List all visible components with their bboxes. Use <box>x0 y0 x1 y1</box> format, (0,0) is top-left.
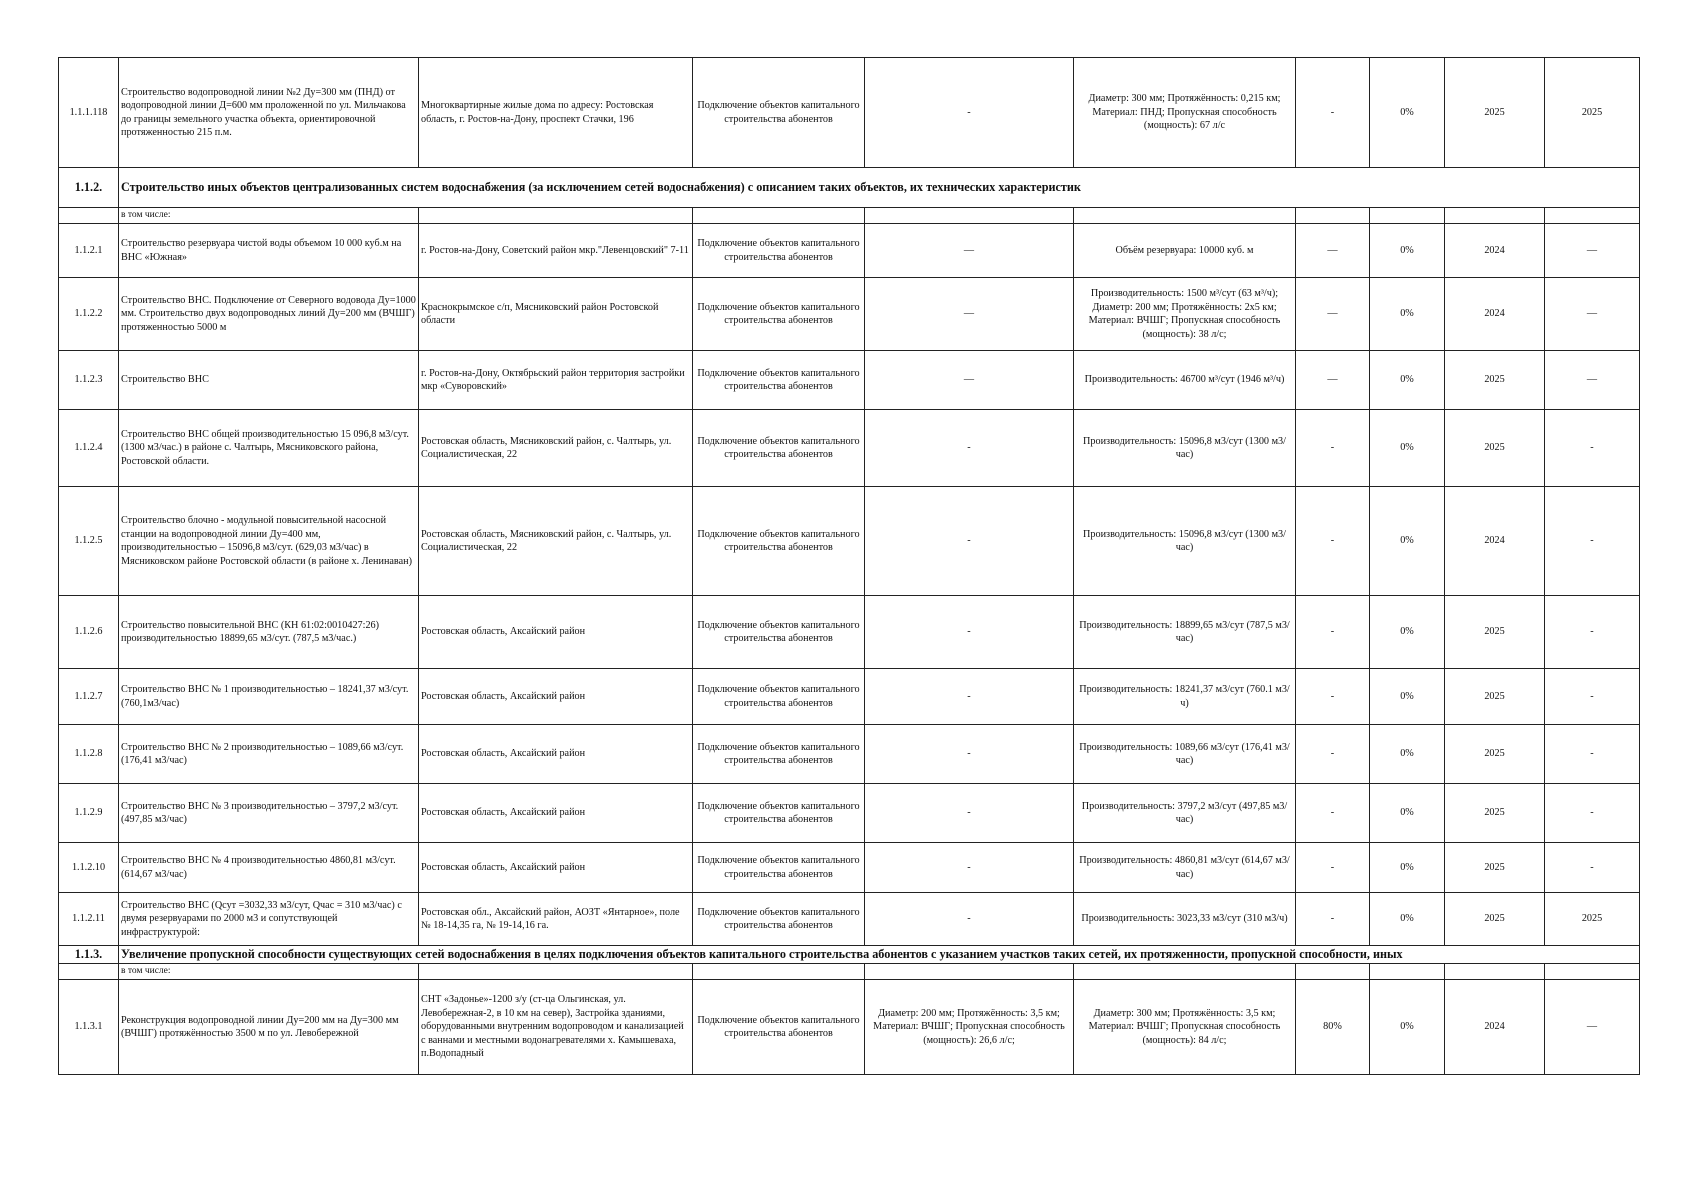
empty-cell <box>1445 208 1545 224</box>
row-loss: 0% <box>1370 893 1445 946</box>
row-project-name: Строительство ВНС № 3 производительностью – 3797,2 м3/сут. (497,85 м3/час) <box>119 784 419 843</box>
row-start-year: 2025 <box>1445 669 1545 725</box>
row-start-year: 2024 <box>1445 980 1545 1075</box>
row-start-year: 2025 <box>1445 596 1545 669</box>
row-project-name: Реконструкция водопроводной линии Ду=200 мм на Ду=300 мм (ВЧШГ) протяжённостью 3500 м по ул. Левобережной <box>119 980 419 1075</box>
empty-cell <box>865 964 1074 980</box>
row-start-year: 2025 <box>1445 410 1545 487</box>
row-specs-after: Диаметр: 300 мм; Протяжённость: 3,5 км; Материал: ВЧШГ; Пропускная способность (мощность): 84 л/с; <box>1074 980 1296 1075</box>
row-specs-after: Производительность: 3023,33 м3/сут (310 м3/ч) <box>1074 893 1296 946</box>
table-row <box>59 58 1640 168</box>
section-number: 1.1.2. <box>59 168 119 208</box>
table-row <box>59 784 1640 843</box>
empty-cell <box>1296 964 1370 980</box>
row-wear: - <box>1296 843 1370 893</box>
table-row <box>59 669 1640 725</box>
row-location: Ростовская обл., Аксайский район, АОЗТ «Янтарное», поле № 18-14,35 га, № 19-14,16 га. <box>419 893 693 946</box>
row-start-year: 2025 <box>1445 893 1545 946</box>
table-row <box>59 278 1640 351</box>
row-end-year: - <box>1545 784 1640 843</box>
row-location: Ростовская область, Мясниковский район, с. Чалтырь, ул. Социалистическая, 22 <box>419 410 693 487</box>
row-project-name: Строительство повысительной ВНС (КН 61:02:0010427:26) производительностью 18899,65 м3/сут. (787,5 м3/час.) <box>119 596 419 669</box>
row-specs-after: Производительность: 3797,2 м3/сут (497,85 м3/час) <box>1074 784 1296 843</box>
row-specs-before: - <box>865 487 1074 596</box>
row-wear: - <box>1296 487 1370 596</box>
row-loss: 0% <box>1370 224 1445 278</box>
row-end-year: - <box>1545 596 1640 669</box>
row-end-year: — <box>1545 351 1640 410</box>
empty-cell <box>1545 208 1640 224</box>
row-project-name: Строительство ВНС № 2 производительностью – 1089,66 м3/сут. (176,41 м3/час) <box>119 725 419 784</box>
row-number: 1.1.2.8 <box>59 725 119 784</box>
row-location: г. Ростов-на-Дону, Октябрьский район территория застройки мкр «Суворовский» <box>419 351 693 410</box>
row-loss: 0% <box>1370 487 1445 596</box>
row-start-year: 2024 <box>1445 224 1545 278</box>
row-wear: - <box>1296 596 1370 669</box>
row-start-year: 2024 <box>1445 487 1545 596</box>
row-specs-before: - <box>865 410 1074 487</box>
row-number: 1.1.2.6 <box>59 596 119 669</box>
row-wear: — <box>1296 224 1370 278</box>
row-purpose: Подключение объектов капитального строительства абонентов <box>693 278 865 351</box>
empty-cell <box>59 208 119 224</box>
row-specs-before: - <box>865 843 1074 893</box>
row-end-year: - <box>1545 725 1640 784</box>
row-specs-before: - <box>865 669 1074 725</box>
row-number: 1.1.2.10 <box>59 843 119 893</box>
row-specs-after: Диаметр: 300 мм; Протяжённость: 0,215 км; Материал: ПНД; Пропускная способность (мощность): 67 л/с <box>1074 58 1296 168</box>
investment-program-table <box>58 57 1640 1075</box>
row-purpose: Подключение объектов капитального строительства абонентов <box>693 58 865 168</box>
row-start-year: 2025 <box>1445 58 1545 168</box>
row-specs-after: Производительность: 1500 м³/сут (63 м³/ч); Диаметр: 200 мм; Протяжённость: 2х5 км; Материал: ВЧШГ; Пропускная способность (мощность): 38 л/с; <box>1074 278 1296 351</box>
row-specs-after: Производительность: 18241,37 м3/сут (760.1 м3/ч) <box>1074 669 1296 725</box>
row-wear: - <box>1296 725 1370 784</box>
empty-cell <box>419 964 693 980</box>
row-number: 1.1.2.2 <box>59 278 119 351</box>
row-project-name: Строительство ВНС общей производительностью 15 096,8 м3/сут. (1300 м3/час.) в районе с. Чалтырь, Мясниковского района, Ростовской области. <box>119 410 419 487</box>
empty-cell <box>419 208 693 224</box>
row-purpose: Подключение объектов капитального строительства абонентов <box>693 351 865 410</box>
row-purpose: Подключение объектов капитального строительства абонентов <box>693 725 865 784</box>
row-number: 1.1.3.1 <box>59 980 119 1075</box>
subheading-row <box>59 964 1640 980</box>
row-number: 1.1.2.1 <box>59 224 119 278</box>
row-purpose: Подключение объектов капитального строительства абонентов <box>693 596 865 669</box>
section-title: Строительство иных объектов централизованных систем водоснабжения (за исключением сетей водоснабжения) с описанием таких объектов, их технических характеристик <box>119 168 1640 208</box>
row-specs-before: Диаметр: 200 мм; Протяжённость: 3,5 км; Материал: ВЧШГ; Пропускная способность (мощность): 26,6 л/с; <box>865 980 1074 1075</box>
row-purpose: Подключение объектов капитального строительства абонентов <box>693 410 865 487</box>
row-end-year: - <box>1545 843 1640 893</box>
row-loss: 0% <box>1370 351 1445 410</box>
table-row <box>59 893 1640 946</box>
row-specs-before: - <box>865 725 1074 784</box>
empty-cell <box>865 208 1074 224</box>
row-end-year: 2025 <box>1545 893 1640 946</box>
row-location: Ростовская область, Аксайский район <box>419 669 693 725</box>
row-specs-after: Производительность: 18899,65 м3/сут (787,5 м3/час) <box>1074 596 1296 669</box>
row-specs-after: Производительность: 15096,8 м3/сут (1300 м3/час) <box>1074 410 1296 487</box>
row-loss: 0% <box>1370 725 1445 784</box>
row-purpose: Подключение объектов капитального строительства абонентов <box>693 784 865 843</box>
row-purpose: Подключение объектов капитального строительства абонентов <box>693 487 865 596</box>
table-row <box>59 843 1640 893</box>
row-project-name: Строительство ВНС. Подключение от Северного водовода Ду=1000 мм. Строительство двух водопроводных линий Ду=200 мм (ВЧШГ) протяженностью 5000 м <box>119 278 419 351</box>
row-project-name: Строительство ВНС <box>119 351 419 410</box>
section-number: 1.1.3. <box>59 946 119 964</box>
row-wear: - <box>1296 669 1370 725</box>
section-title: Увеличение пропускной способности существующих сетей водоснабжения в целях подключения объектов капитального строительства абонентов с указанием участков таких сетей, их протяженности, пропускной способности, иных <box>119 946 1640 964</box>
row-number: 1.1.2.3 <box>59 351 119 410</box>
empty-cell <box>1445 964 1545 980</box>
table-row <box>59 980 1640 1075</box>
row-loss: 0% <box>1370 58 1445 168</box>
row-loss: 0% <box>1370 410 1445 487</box>
row-wear: - <box>1296 58 1370 168</box>
row-purpose: Подключение объектов капитального строительства абонентов <box>693 843 865 893</box>
row-specs-before: - <box>865 596 1074 669</box>
row-location: СНТ «Задонье»-1200 з/у (ст-ца Ольгинская, ул. Левобережная-2, в 10 км на север), Застройка зданиями, оборудованными внутренним водопроводом и канализацией с ваннами и местными водонагревателями х. Камышеваха, п.Водопадный <box>419 980 693 1075</box>
row-project-name: Строительство резервуара чистой воды объемом 10 000 куб.м на ВНС «Южная» <box>119 224 419 278</box>
empty-cell <box>1370 208 1445 224</box>
table-row <box>59 725 1640 784</box>
row-start-year: 2025 <box>1445 843 1545 893</box>
row-end-year: - <box>1545 410 1640 487</box>
row-specs-before: — <box>865 224 1074 278</box>
row-purpose: Подключение объектов капитального строительства абонентов <box>693 669 865 725</box>
row-specs-before: - <box>865 58 1074 168</box>
row-number: 1.1.2.4 <box>59 410 119 487</box>
row-wear: - <box>1296 893 1370 946</box>
table-row <box>59 351 1640 410</box>
row-end-year: — <box>1545 278 1640 351</box>
row-location: Многоквартирные жилые дома по адресу: Ростовская область, г. Ростов-на-Дону, проспект Стачки, 196 <box>419 58 693 168</box>
row-specs-after: Объём резервуара: 10000 куб. м <box>1074 224 1296 278</box>
row-purpose: Подключение объектов капитального строительства абонентов <box>693 893 865 946</box>
section-header-row <box>59 168 1640 208</box>
row-wear: — <box>1296 351 1370 410</box>
row-location: Ростовская область, Мясниковский район, с. Чалтырь, ул. Социалистическая, 22 <box>419 487 693 596</box>
row-specs-before: - <box>865 784 1074 843</box>
empty-cell <box>1545 964 1640 980</box>
row-specs-before: - <box>865 893 1074 946</box>
row-start-year: 2025 <box>1445 351 1545 410</box>
table-row <box>59 410 1640 487</box>
row-number: 1.1.1.118 <box>59 58 119 168</box>
empty-cell <box>1370 964 1445 980</box>
row-purpose: Подключение объектов капитального строительства абонентов <box>693 980 865 1075</box>
row-loss: 0% <box>1370 278 1445 351</box>
row-specs-after: Производительность: 15096,8 м3/сут (1300 м3/час) <box>1074 487 1296 596</box>
empty-cell <box>1296 208 1370 224</box>
table-row <box>59 224 1640 278</box>
empty-cell <box>693 208 865 224</box>
row-end-year: 2025 <box>1545 58 1640 168</box>
row-start-year: 2025 <box>1445 784 1545 843</box>
including-label: в том числе: <box>119 208 419 224</box>
row-location: Ростовская область, Аксайский район <box>419 596 693 669</box>
row-project-name: Строительство блочно - модульной повысительной насосной станции на водопроводной линии Ду=400 мм, производительностью – 15096,8 м3/сут. (629,03 м3/час) в Мясниковском районе Ростовской области (в районе х. Ленинаван) <box>119 487 419 596</box>
row-project-name: Строительство ВНС № 4 производительностью 4860,81 м3/сут. (614,67 м3/час) <box>119 843 419 893</box>
row-location: Ростовская область, Аксайский район <box>419 725 693 784</box>
row-project-name: Строительство водопроводной линии №2 Ду=300 мм (ПНД) от водопроводной линии Д=600 мм проложенной по ул. Мильчакова до границы земельного участка объекта, ориентировочной протяженностью 215 п.м. <box>119 58 419 168</box>
row-number: 1.1.2.5 <box>59 487 119 596</box>
row-number: 1.1.2.9 <box>59 784 119 843</box>
including-label: в том числе: <box>119 964 419 980</box>
empty-cell <box>1074 964 1296 980</box>
row-wear: 80% <box>1296 980 1370 1075</box>
row-loss: 0% <box>1370 784 1445 843</box>
row-specs-after: Производительность: 4860,81 м3/сут (614,67 м3/час) <box>1074 843 1296 893</box>
row-location: г. Ростов-на-Дону, Советский район мкр."Левенцовский" 7-11 <box>419 224 693 278</box>
row-end-year: — <box>1545 980 1640 1075</box>
row-loss: 0% <box>1370 596 1445 669</box>
row-start-year: 2024 <box>1445 278 1545 351</box>
table-row <box>59 596 1640 669</box>
section-header-row <box>59 946 1640 964</box>
table-row <box>59 487 1640 596</box>
row-location: Краснокрымское с/п, Мясниковский район Ростовской области <box>419 278 693 351</box>
row-loss: 0% <box>1370 843 1445 893</box>
row-loss: 0% <box>1370 980 1445 1075</box>
row-specs-before: — <box>865 351 1074 410</box>
row-project-name: Строительство ВНС (Qсут =3032,33 м3/сут, Qчас = 310 м3/час) с двумя резервуарами по 2000 м3 и сопутствующей инфраструктурой: <box>119 893 419 946</box>
row-specs-after: Производительность: 46700 м³/сут (1946 м³/ч) <box>1074 351 1296 410</box>
row-loss: 0% <box>1370 669 1445 725</box>
row-end-year: - <box>1545 669 1640 725</box>
empty-cell <box>693 964 865 980</box>
subheading-row <box>59 208 1640 224</box>
row-number: 1.1.2.7 <box>59 669 119 725</box>
row-wear: — <box>1296 278 1370 351</box>
row-wear: - <box>1296 784 1370 843</box>
row-specs-before: — <box>865 278 1074 351</box>
row-start-year: 2025 <box>1445 725 1545 784</box>
row-project-name: Строительство ВНС № 1 производительностью – 18241,37 м3/сут. (760,1м3/час) <box>119 669 419 725</box>
row-location: Ростовская область, Аксайский район <box>419 843 693 893</box>
row-end-year: - <box>1545 487 1640 596</box>
row-end-year: — <box>1545 224 1640 278</box>
row-number: 1.1.2.11 <box>59 893 119 946</box>
row-specs-after: Производительность: 1089,66 м3/сут (176,41 м3/час) <box>1074 725 1296 784</box>
row-location: Ростовская область, Аксайский район <box>419 784 693 843</box>
row-purpose: Подключение объектов капитального строительства абонентов <box>693 224 865 278</box>
empty-cell <box>59 964 119 980</box>
empty-cell <box>1074 208 1296 224</box>
row-wear: - <box>1296 410 1370 487</box>
